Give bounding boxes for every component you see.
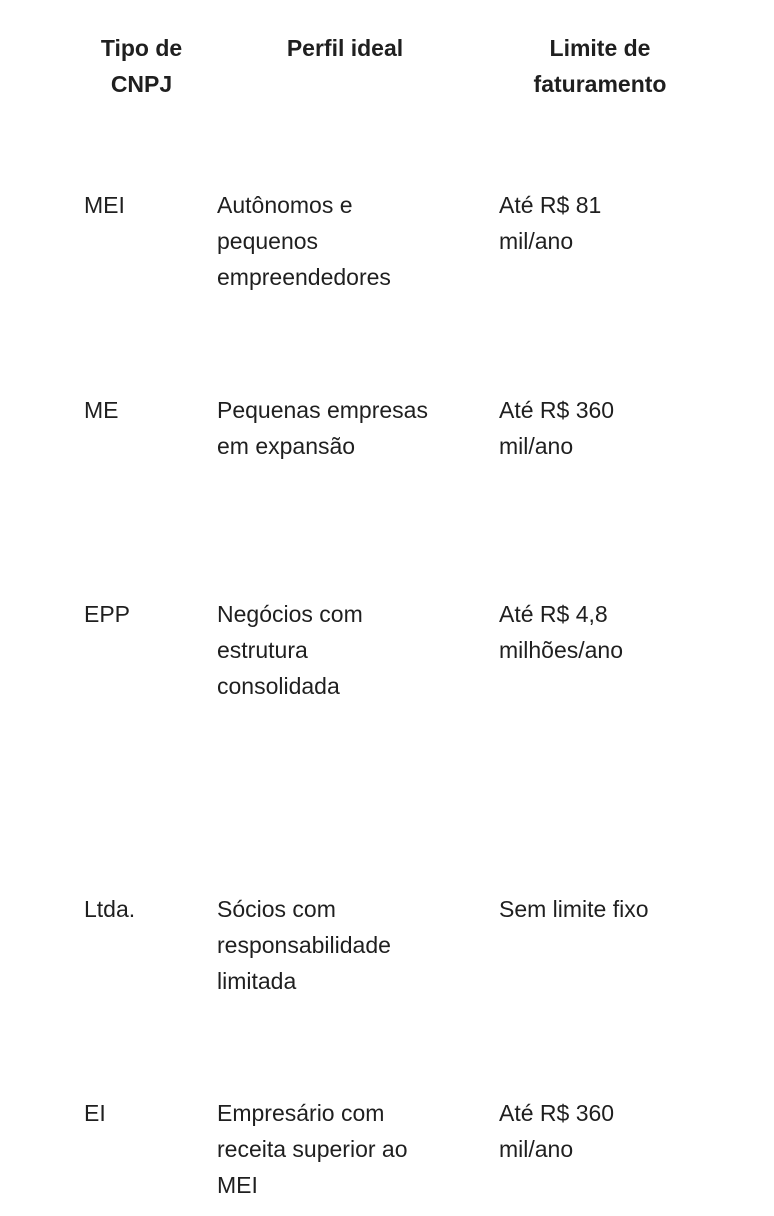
perfil-line: Pequenas empresas: [217, 397, 428, 423]
header-perfil-ideal: [230, 30, 460, 66]
perfil-line: consolidada: [217, 673, 340, 699]
row-me-perfil: [217, 392, 487, 464]
row-ei-tipo: EI: [84, 1100, 106, 1126]
perfil-line: Autônomos e: [217, 192, 353, 218]
header-limite-faturamento-line: Limite de: [549, 35, 651, 61]
header-limite-faturamento-line: faturamento: [533, 71, 667, 97]
perfil-line: pequenos: [217, 228, 319, 254]
row-ltda-perfil: [217, 891, 487, 999]
limite-line: mil/ano: [499, 1136, 574, 1162]
header-tipo-cnpj-line: Tipo de: [100, 35, 183, 61]
row-epp-tipo: EPP: [84, 601, 131, 627]
perfil-line: em expansão: [217, 433, 356, 459]
perfil-line: estrutura: [217, 637, 308, 663]
limite-line: Até R$ 360: [499, 397, 615, 423]
limite-line: mil/ano: [499, 228, 574, 254]
perfil-line: Negócios com: [217, 601, 363, 627]
perfil-line: empreendedores: [217, 264, 391, 290]
header-perfil-ideal-line: Perfil ideal: [286, 35, 404, 61]
limite-line: milhões/ano: [499, 637, 624, 663]
limite-line: Até R$ 360: [499, 1100, 615, 1126]
row-mei-limite: [499, 187, 739, 259]
perfil-line: MEI: [217, 1172, 258, 1198]
header-tipo-cnpj-line: CNPJ: [110, 71, 173, 97]
row-me-limite: [499, 392, 739, 464]
row-ei-limite: [499, 1095, 739, 1167]
row-ltda-limite: [499, 891, 739, 927]
row-me-tipo: ME: [84, 397, 119, 423]
row-mei-tipo: MEI: [84, 192, 125, 218]
limite-line: Sem limite fixo: [499, 896, 649, 922]
row-ei-perfil: [217, 1095, 487, 1203]
limite-line: mil/ano: [499, 433, 574, 459]
limite-line: Até R$ 4,8: [499, 601, 608, 627]
limite-line: Até R$ 81: [499, 192, 602, 218]
row-mei-perfil: [217, 187, 487, 295]
row-ltda-tipo: Ltda.: [84, 896, 136, 922]
row-epp-limite: [499, 596, 739, 668]
perfil-line: receita superior ao: [217, 1136, 408, 1162]
header-tipo-cnpj: [84, 30, 199, 102]
perfil-line: responsabilidade: [217, 932, 391, 958]
perfil-line: Sócios com: [217, 896, 336, 922]
perfil-line: Empresário com: [217, 1100, 385, 1126]
perfil-line: limitada: [217, 968, 297, 994]
row-epp-perfil: [217, 596, 487, 704]
header-limite-faturamento: [500, 30, 700, 102]
